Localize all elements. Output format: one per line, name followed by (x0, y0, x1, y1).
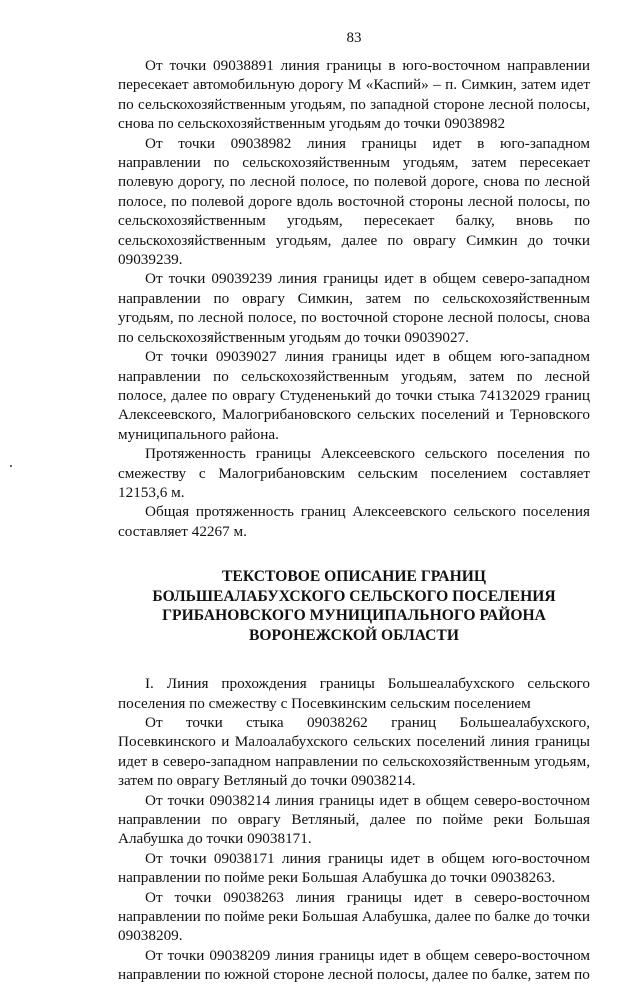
paragraph: Протяженность границы Алексеевского сельского поселения по смежеству с Малогрибановским сельским поселением составляет 12153,6 м. (118, 445, 590, 501)
heading-line: ВОРОНЕЖСКОЙ ОБЛАСТИ (249, 626, 459, 644)
page-number: 83 (346, 30, 362, 46)
heading-line: ГРИБАНОВСКОГО МУНИЦИПАЛЬНОГО РАЙОНА (162, 607, 546, 625)
paragraph: От точки 09039027 линия границы идет в общем юго-западном направлении по сельскохозяйственным угодьям, затем по лесной полосе, далее по оврагу Студененький до точки стыка 74132029 границ Алексеевского, Малогрибановского сельских поселений и Терновского муниципального района. (118, 348, 590, 443)
heading-line: БОЛЬШЕАЛАБУХСКОГО СЕЛЬСКОГО ПОСЕЛЕНИЯ (152, 587, 556, 605)
heading-line: ТЕКСТОВОЕ ОПИСАНИЕ ГРАНИЦ (222, 568, 486, 586)
section-previous-boundary (118, 56, 590, 541)
paragraph: От точки 09038891 линия границы в юго-восточном направлении пересекает автомобильную дорогу М «Каспий» – п. Симкин, затем идет по сельскохозяйственным угодьям, по западной стороне лесной полосы, снова по сельскохозяйственным угодьям до точки 09038982 (118, 57, 590, 133)
paragraph: От точки 09038171 линия границы идет в общем юго-восточном направлении по пойме реки Большая Алабушка до точки 09038263. (118, 849, 590, 887)
paragraph: От точки стыка 09038262 границ Большеалабухского, Посевкинского и Малоалабухского сельских поселений линия границы идет в северо-западном направлении по сельскохозяйственным угодьям, затем по оврагу Ветляный до точки 09038214. (118, 713, 590, 790)
paragraph: От точки 09039239 линия границы идет в общем северо-западном направлении по оврагу Симкин, затем по сельскохозяйственным угодьям, по лесной полосе, по восточной стороне лесной полосы, снова по сельскохозяйственным угодьям до точки 09039027. (118, 270, 590, 346)
paragraph: От точки 09038982 линия границы идет в юго-западном направлении по сельскохозяйственным угодьям, затем пересекает полевую дорогу, по лесной полосе, по полевой дороге, снова по лесной полосе, по полевой дороге вдоль восточной стороны лесной полосы, по сельскохозяйственным угодьям, пересекает балку, вновь по сельскохозяйственным угодьям, далее по оврагу Симкин до точки 09039239. (118, 134, 590, 269)
paragraph: От точки 09038263 линия границы идет в северо-восточном направлении по пойме реки Большая Алабушка, далее по балке до точки 09038209. (118, 888, 590, 945)
document-page (118, 0, 590, 985)
paragraph: От точки 09038209 линия границы идет в общем северо-восточном направлении по южной стороне лесной полосы, далее по балке, затем по (118, 946, 590, 984)
paragraph: От точки 09038214 линия границы идет в общем северо-восточном направлении по оврагу Ветляный, далее по пойме реки Большая Алабушка до точки 09038171. (118, 791, 590, 848)
paragraph: Общая протяженность границ Алексеевского сельского поселения составляет 42267 м. (118, 503, 590, 540)
section-boundary-description (118, 674, 590, 985)
section-heading (118, 567, 590, 645)
paragraph: I. Линия прохождения границы Большеалабухского сельского поселения по смежеству с Посевкинским сельским поселением (118, 675, 590, 712)
scan-speck (10, 465, 12, 467)
